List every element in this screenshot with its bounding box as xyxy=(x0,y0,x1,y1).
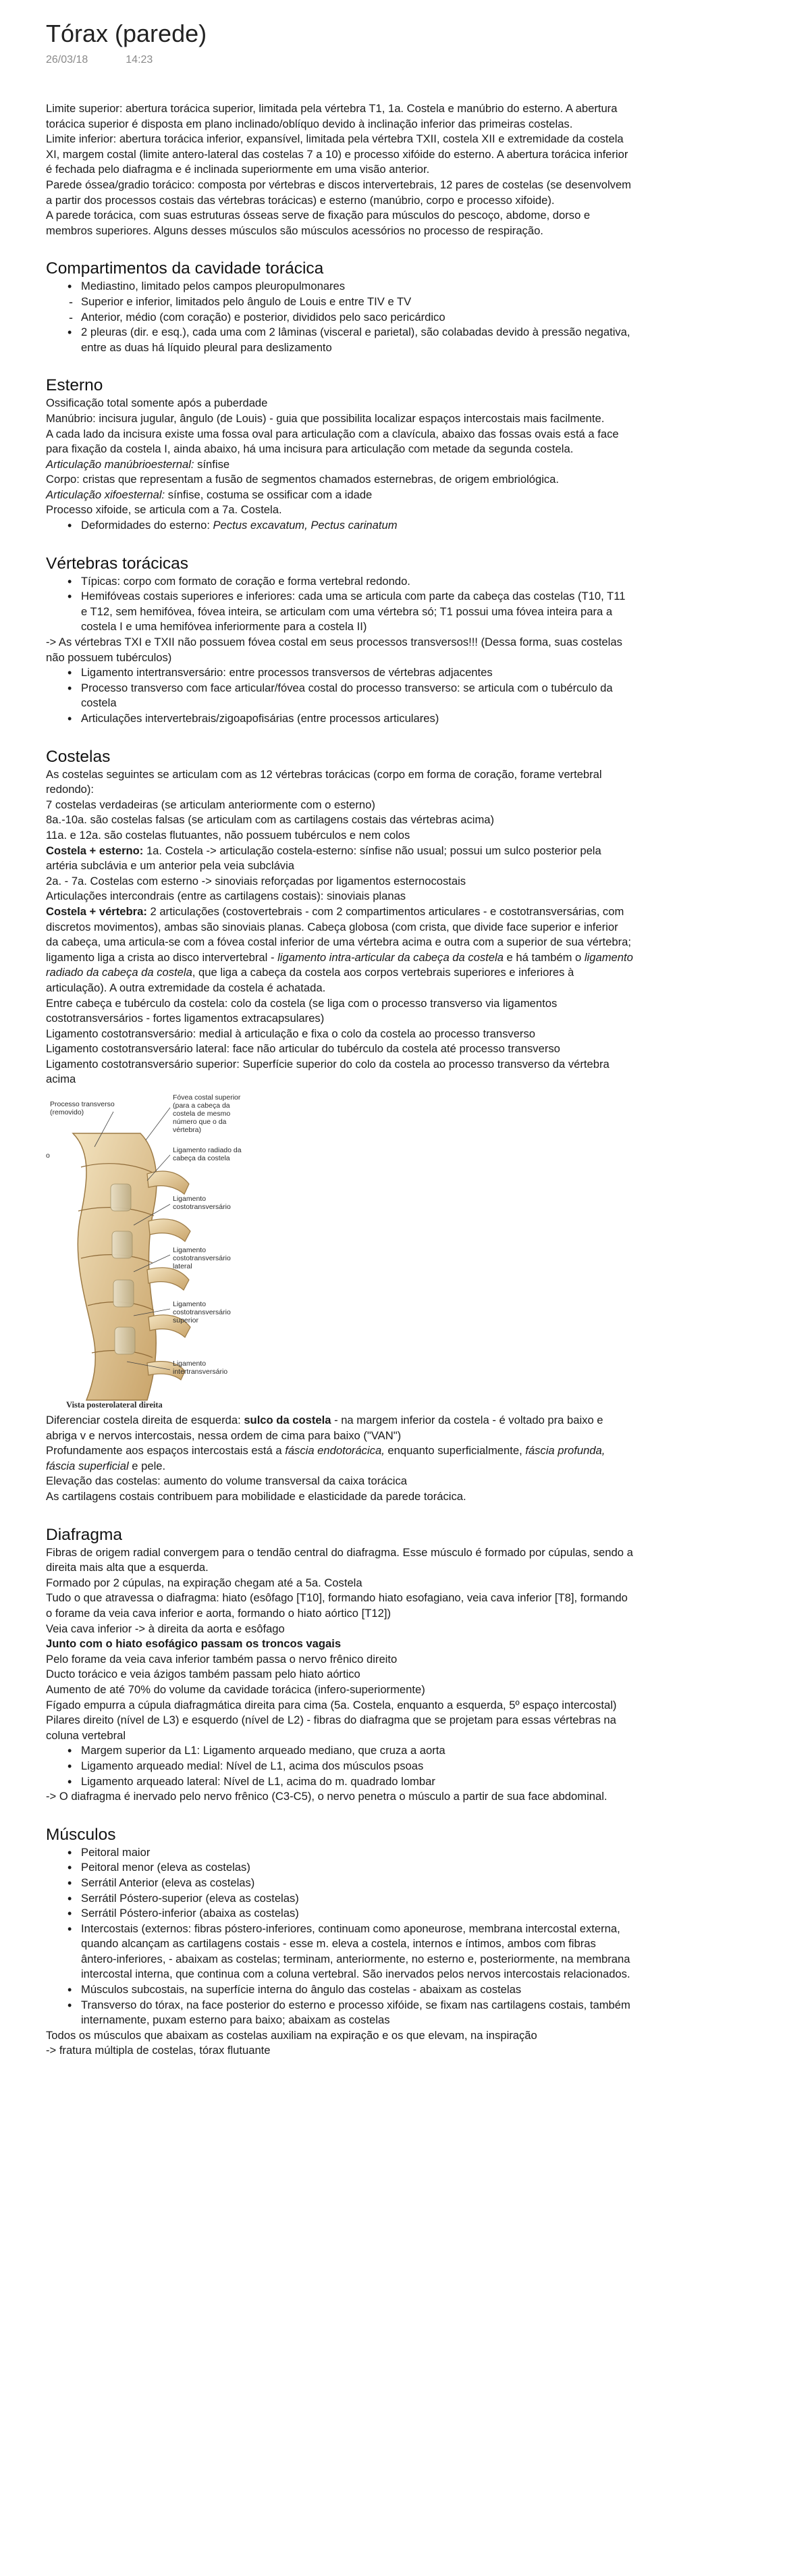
text-line: Fígado empurra a cúpula diafragmática direita para cima (5a. Costela, enquanto a esquerda, 5º espaço intercostal) xyxy=(46,1698,617,1711)
vertebras-list-2 xyxy=(46,665,633,726)
text-line: Aumento de até 70% do volume da cavidade torácica (infero-superiormente) xyxy=(46,1682,425,1696)
text-line: Costela + esterno: 1a. Costela -> articulação costela-esterno: sínfise não usual; possui um sulco posterior pela artéria subclávia e um anterior pela veia subclávia xyxy=(46,844,601,873)
text-line: As costelas seguintes se articulam com as 12 vértebras torácicas (corpo em forma de coração, forame vertebral redondo): xyxy=(46,767,602,796)
text-line: 2a. - 7a. Costelas com esterno -> sinoviais reforçadas por ligamentos esternocostais xyxy=(46,874,466,887)
list-item: • Serrátil Póstero-inferior (abaixa as costelas) xyxy=(59,1906,633,1922)
text-line: Ligamento costotransversário superior: Superfície superior do colo da costela ao processo transverso da vértebra acima xyxy=(46,1057,610,1086)
note-body xyxy=(46,101,633,2059)
section-heading-diafragma: Diafragma xyxy=(46,1525,123,1544)
list-item: • Serrátil Anterior (eleva as costelas) xyxy=(59,1876,633,1891)
text-line: Tudo o que atravessa o diafragma: hiato (esôfago [T10], formando hiato esofagiano, veia cava inferior [T8], formando o forame da veia cava inferior e aorta, formando o hiato aórtico [T12]) xyxy=(46,1591,628,1620)
text-line: 11a. e 12a. são costelas flutuantes, não possuem tubérculos e nem colos xyxy=(46,828,410,842)
figure-label-costotransversario: Ligamento costotransversário xyxy=(173,1195,231,1212)
text-line: Ligamento costotransversário lateral: face não articular do tubérculo da costela até processo transverso xyxy=(46,1042,560,1056)
text-line: Formado por 2 cúpulas, na expiração chegam até a 5a. Costela xyxy=(46,1576,362,1589)
list-item: • Típicas: corpo com formato de coração e forma vertebral redondo. xyxy=(59,574,633,590)
text-line: Articulação xifoesternal: sínfise, costuma se ossificar com a idade xyxy=(46,488,373,501)
vertebra-ligaments-figure xyxy=(46,1093,329,1410)
list-item: - Anterior, médio (com coração) e posterior, divididos pelo saco pericárdico xyxy=(59,310,633,326)
section-heading-compartimentos: Compartimentos da cavidade torácica xyxy=(46,259,324,278)
text-line: Manúbrio: incisura jugular, ângulo (de Louis) - guia que possibilita localizar espaços intercostais mais facilmente. xyxy=(46,411,605,425)
text-line: As cartilagens costais contribuem para mobilidade e elasticidade da parede torácica. xyxy=(46,1490,466,1503)
list-item: • Processo transverso com face articular/fóvea costal do processo transverso: se articula com o tubérculo da costela xyxy=(59,681,633,711)
text-line: Costela + vértebra: 2 articulações (costovertebrais - com 2 compartimentos articulares - e costotransversárias, com discretos movimentos), ambas são sinoviais planas. Cabeça globosa (com crista, que divide face superior e inferior da cabeça, uma articula-se com a fóvea costal inferior de uma vértebra acima e outra com a superior de sua vértebra; ligamento liga a crista ao disco intervertebral - ligamento intra-articular da cabeça da costela e há também o ligamento radiado da cabeça da costela, que liga a cabeça da costela aos corpos vertebrais superiores e inferiores à articulação). A outra extremidade da costela é achatada. xyxy=(46,904,633,994)
note-meta xyxy=(46,54,764,66)
note-date: 26/03/18 xyxy=(46,54,88,66)
section-heading-esterno: Esterno xyxy=(46,376,103,395)
text-line: Pilares direito (nível de L3) e esquerdo (nível de L2) - fibras do diafragma que se projetam para essas vértebras na coluna vertebral xyxy=(46,1714,616,1742)
text-line: Pelo forame da veia cava inferior também passa o nervo frênico direito xyxy=(46,1652,398,1666)
list-item: • Intercostais (externos: fibras póstero-inferiores, continuam como aponeurose, membrana intercostal externa, quando alcançam as cartilagens costais - esse m. eleva a costela, internos e íntimos, ambos com fibras ântero-inferiores, - abaixam as costelas; terminam, anteriormente, no esterno e, posteriormente, na membrana intercostal interna, que continua com a coluna vertebral. São inervados pelos nervos intercostais relacionados. xyxy=(59,1922,633,1982)
text-line: Ligamento costotransversário: medial à articulação e fixa o colo da costela ao processo transverso xyxy=(46,1027,535,1040)
list-item: • Deformidades do esterno: Pectus excavatum, Pectus carinatum xyxy=(59,518,633,534)
list-item: • Ligamento intertransversário: entre processos transversos de vértebras adjacentes xyxy=(59,665,633,681)
text-line: Articulação manúbrioesternal: sínfise xyxy=(46,457,230,471)
figure-label-superior: Ligamento costotransversário superior xyxy=(173,1300,231,1325)
text-line: Todos os músculos que abaixam as costelas auxiliam na expiração e os que elevam, na inspiração xyxy=(46,2028,537,2042)
text-line: Junto com o hiato esofágico passam os troncos vagais xyxy=(46,1637,342,1651)
text-line: Articulações intercondrais (entre as cartilagens costais): sinoviais planas xyxy=(46,890,406,903)
text-line: Diferenciar costela direita de esquerda: sulco da costela - na margem inferior da costela - é voltado pra baixo e abriga v e nervos intercostais, nessa ordem de cima para baixo ("VAN") xyxy=(46,1414,603,1442)
musculos-list xyxy=(46,1845,633,2028)
intro-paragraph: A parede torácica, com suas estruturas ósseas serve de fixação para músculos do pescoço, abdome, dorso e membros superiores. Alguns desses músculos são músculos acessórios no processo de respiração. xyxy=(46,209,591,237)
figure-label-processo-transverso: Processo transverso (removido) xyxy=(50,1100,115,1117)
vertebra-illustration xyxy=(46,1093,329,1410)
list-item: • Articulações intervertebrais/zigoapofisárias (entre processos articulares) xyxy=(59,711,633,727)
text-line: Ducto torácico e veia ázigos também passam pelo hiato aórtico xyxy=(46,1668,360,1681)
text-line: Processo xifoide, se articula com a 7a. Costela. xyxy=(46,503,282,517)
text-line: Profundamente aos espaços intercostais está a fáscia endotorácica, enquanto superficialmente, fáscia profunda, fáscia superficial e pele. xyxy=(46,1444,605,1472)
figure-side-mark: o xyxy=(46,1152,50,1160)
section-heading-musculos: Músculos xyxy=(46,1825,116,1844)
text-line: -> fratura múltipla de costelas, tórax flutuante xyxy=(46,2044,271,2057)
text-line: 8a.-10a. são costelas falsas (se articulam com as cartilagens costais das vértebras acima) xyxy=(46,813,495,827)
compartimentos-list xyxy=(46,279,633,355)
text-line: 7 costelas verdadeiras (se articulam anteriormente com o esterno) xyxy=(46,798,375,811)
list-item: • Ligamento arqueado lateral: Nível de L1, acima do m. quadrado lombar xyxy=(59,1774,633,1790)
text-line: Elevação das costelas: aumento do volume transversal da caixa torácica xyxy=(46,1474,407,1488)
figure-label-radiado: Ligamento radiado da cabeça da costela xyxy=(173,1146,242,1163)
text-line: Entre cabeça e tubérculo da costela: colo da costela (se liga com o processo transverso via ligamentos costotransversários - fortes ligamentos extracapsulares) xyxy=(46,996,558,1025)
text-line: Ossificação total somente após a puberdade xyxy=(46,396,268,410)
vertebras-list xyxy=(46,574,633,635)
list-item: • Margem superior da L1: Ligamento arqueado mediano, que cruza a aorta xyxy=(59,1743,633,1759)
esterno-list xyxy=(46,518,633,534)
italic-term: Articulação xifoesternal: xyxy=(46,488,165,501)
list-item: - Superior e inferior, limitados pelo ângulo de Louis e entre TIV e TV xyxy=(59,294,633,310)
list-item: • Transverso do tórax, na face posterior do esterno e processo xifóide, se fixam nas cartilagens costais, também internamente, puxam esterno para baixo; abaixam as costelas xyxy=(59,1998,633,2028)
list-item: • Ligamento arqueado medial: Nível de L1, acima dos músculos psoas xyxy=(59,1759,633,1774)
diafragma-list xyxy=(46,1743,633,1789)
list-item: • Peitoral maior xyxy=(59,1845,633,1861)
list-item: • Serrátil Póstero-superior (eleva as costelas) xyxy=(59,1891,633,1907)
text-line: Fibras de origem radial convergem para o tendão central do diafragma. Esse músculo é formado por cúpulas, sendo a direita mais alta que a esquerda. xyxy=(46,1545,633,1574)
section-heading-costelas: Costelas xyxy=(46,747,111,766)
list-item: • 2 pleuras (dir. e esq.), cada uma com 2 lâminas (visceral e parietal), são colabadas devido à pressão negativa, entre as duas há líquido pleural para deslizamento xyxy=(59,325,633,355)
figure-label-intertransversario: Ligamento intertransversário xyxy=(173,1360,228,1376)
list-item: • Mediastino, limitado pelos campos pleuropulmonares xyxy=(59,279,633,294)
intro-paragraph: Limite inferior: abertura torácica inferior, expansível, limitada pela vértebra TXII, costela XII e extremidade da costela XI, margem costal (limite antero-lateral das costelas 7 a 10) e processo xifóide do esterno. A abertura torácica inferior é fechada pelo diafragma e é inclinada superiormente em uma visão anterior. xyxy=(46,132,628,176)
list-item: • Hemifóveas costais superiores e inferiores: cada uma se articula com parte da cabeça das costelas (T10, T11 e T12, sem hemifóvea, fóvea inteira, se articulam com uma vértebra só; T1 possui uma fóvea inteira para a costela I e uma hemifóvea inferiormente para a costela II) xyxy=(59,589,633,635)
page-title: Tórax (parede) xyxy=(46,20,207,47)
figure-label-fovea-costal: Fóvea costal superior (para a cabeça da costela de mesmo número que o da vértebra) xyxy=(173,1093,241,1135)
note-time: 14:23 xyxy=(126,54,153,66)
intro-paragraph: Parede óssea/gradio torácico: composta por vértebras e discos intervertebrais, 12 pares de costelas (se desenvolvem a partir dos processos costais das vértebras torácicas) e esterno (manúbrio, corpo e processo xifoide). xyxy=(46,178,632,207)
intro-paragraph: Limite superior: abertura torácica superior, limitada pela vértebra T1, 1a. Costela e manúbrio do esterno. A abertura torácica superior é disposta em plano inclinado/oblíquo devido à inclinação inferior das primeiras costelas. xyxy=(46,102,618,130)
list-item: • Músculos subcostais, na superfície interna do ângulo das costelas - abaixam as costelas xyxy=(59,1982,633,1998)
text-line: -> As vértebras TXI e TXII não possuem fóvea costal em seus processos transversos!!! (Dessa forma, suas costelas não possuem tubérculos) xyxy=(46,636,622,664)
text-line: -> O diafragma é inervado pelo nervo frênico (C3-C5), o nervo penetra o músculo a partir de sua face abdominal. xyxy=(46,1790,608,1803)
list-item: • Peitoral menor (eleva as costelas) xyxy=(59,1860,633,1876)
text-line: Corpo: cristas que representam a fusão de segmentos chamados esternebras, de origem embriológica. xyxy=(46,473,560,486)
figure-label-lateral: Ligamento costotransversário lateral xyxy=(173,1246,231,1271)
text-line: A cada lado da incisura existe uma fossa oval para articulação com a clavícula, abaixo das fossas ovais está a face para fixação da costela I, ainda abaixo, há uma incisura para articulação com metade da segunda costela. xyxy=(46,427,619,456)
italic-term: Articulação manúbrioesternal: xyxy=(46,457,194,471)
section-heading-vertebras: Vértebras torácicas xyxy=(46,554,189,573)
text-line: Veia cava inferior -> à direita da aorta e esôfago xyxy=(46,1622,285,1635)
figure-caption: Vista posterolateral direita xyxy=(66,1400,163,1410)
